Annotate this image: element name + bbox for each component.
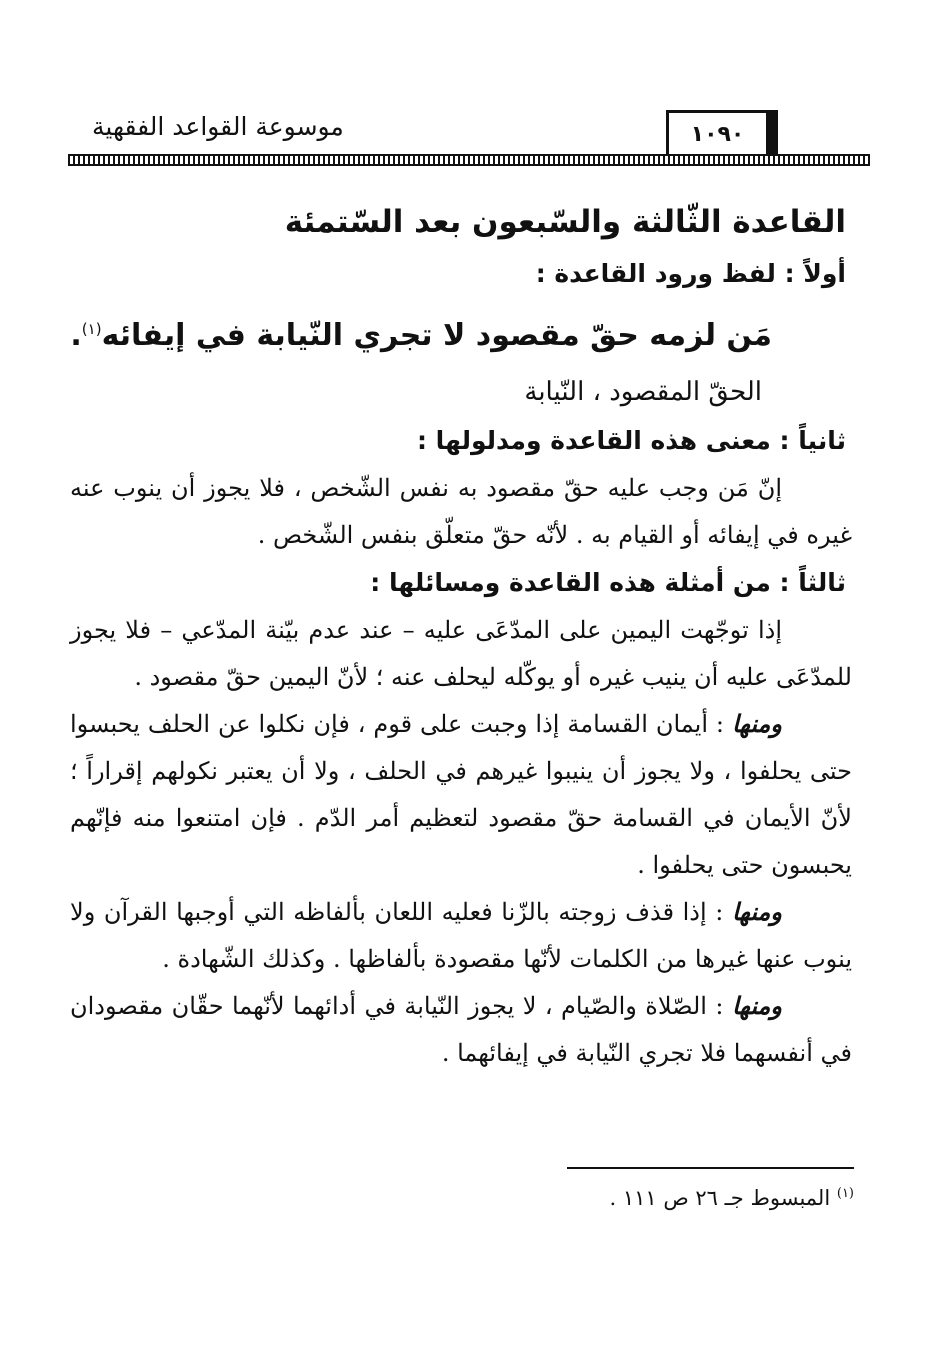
- example-paragraph: [70, 701, 852, 889]
- example-text: إذا توجّهت اليمين على المدّعَى عليه – عند عدم بيّنة المدّعي – فلا يجوز للمدّعَى عليه أن ينيب غيره أو يوكّله ليحلف عنه ؛ لأنّ اليمين حقّ مقصود .: [70, 616, 852, 691]
- example-lead: ومنها: [731, 992, 782, 1020]
- footnote-separator: [567, 1167, 854, 1169]
- footnote-marker: (١): [836, 1186, 854, 1201]
- example-text: : الصّلاة والصّيام ، لا يجوز النّيابة في أدائهما لأنّهما حقّان مقصودان في أنفسهما فلا تجري النّيابة في إيفائهما .: [70, 992, 852, 1067]
- rule-keywords: الحقّ المقصود ، النّيابة: [524, 377, 762, 407]
- example-paragraph: [70, 607, 852, 701]
- example-text: : أيمان القسامة إذا وجبت على قوم ، فإن نكلوا عن الحلف يحبسوا حتى يحلفوا ، ولا يجوز أن ينيبوا غيرهم في الحلف ، ولا أن يعتبر نكولهم إقراراً ؛ لأنّ الأيمان في القسامة حقّ مقصود لتعظيم أمر الدّم . فإن امتنعوا منه فإنّهم يحبسون حتى يحلفوا .: [70, 710, 852, 879]
- main-content: [70, 190, 852, 1077]
- example-text: : إذا قذف زوجته بالزّنا فعليه اللعان بألفاظه التي أوجبها القرآن ولا ينوب عنها غيرها من الكلمات لأنّها مقصودة بألفاظها . وكذلك الشّهادة .: [70, 898, 852, 973]
- footnote: [609, 1178, 854, 1214]
- section-heading-wording: أولاً : لفظ ورود القاعدة :: [535, 259, 846, 288]
- footnote-text: المبسوط جـ ٢٦ ص ١١١ .: [609, 1186, 831, 1210]
- example-paragraph: [70, 983, 852, 1077]
- rule-title: القاعدة الثّالثة والسّبعون بعد السّتمئة: [284, 204, 846, 240]
- running-header: [68, 108, 870, 178]
- meaning-paragraph: إنّ مَن وجب عليه حقّ مقصود به نفس الشّخص ، فلا يجوز أن ينوب عنه غيره في إيفائه أو القيام به . لأنّه حقّ متعلّق بنفس الشّخص .: [70, 474, 852, 549]
- rule-statement-text: مَن لزمه حقّ مقصود لا تجري النّيابة في إيفائه: [101, 318, 772, 353]
- header-rule: [68, 154, 870, 166]
- section-heading-meaning: ثانياً : معنى هذه القاعدة ومدلولها :: [416, 426, 846, 455]
- rule-statement: [70, 298, 852, 367]
- section-heading-examples: ثالثاً : من أمثلة هذه القاعدة ومسائلها :: [370, 568, 846, 597]
- example-paragraph: [70, 889, 852, 983]
- footnote-reference: (١): [81, 320, 102, 338]
- page-number: ١٠٩٠: [666, 110, 778, 158]
- running-title: موسوعة القواعد الفقهية: [92, 112, 344, 141]
- example-lead: ومنها: [731, 898, 782, 926]
- rule-statement-end: .: [70, 318, 82, 353]
- example-lead: ومنها: [731, 710, 782, 738]
